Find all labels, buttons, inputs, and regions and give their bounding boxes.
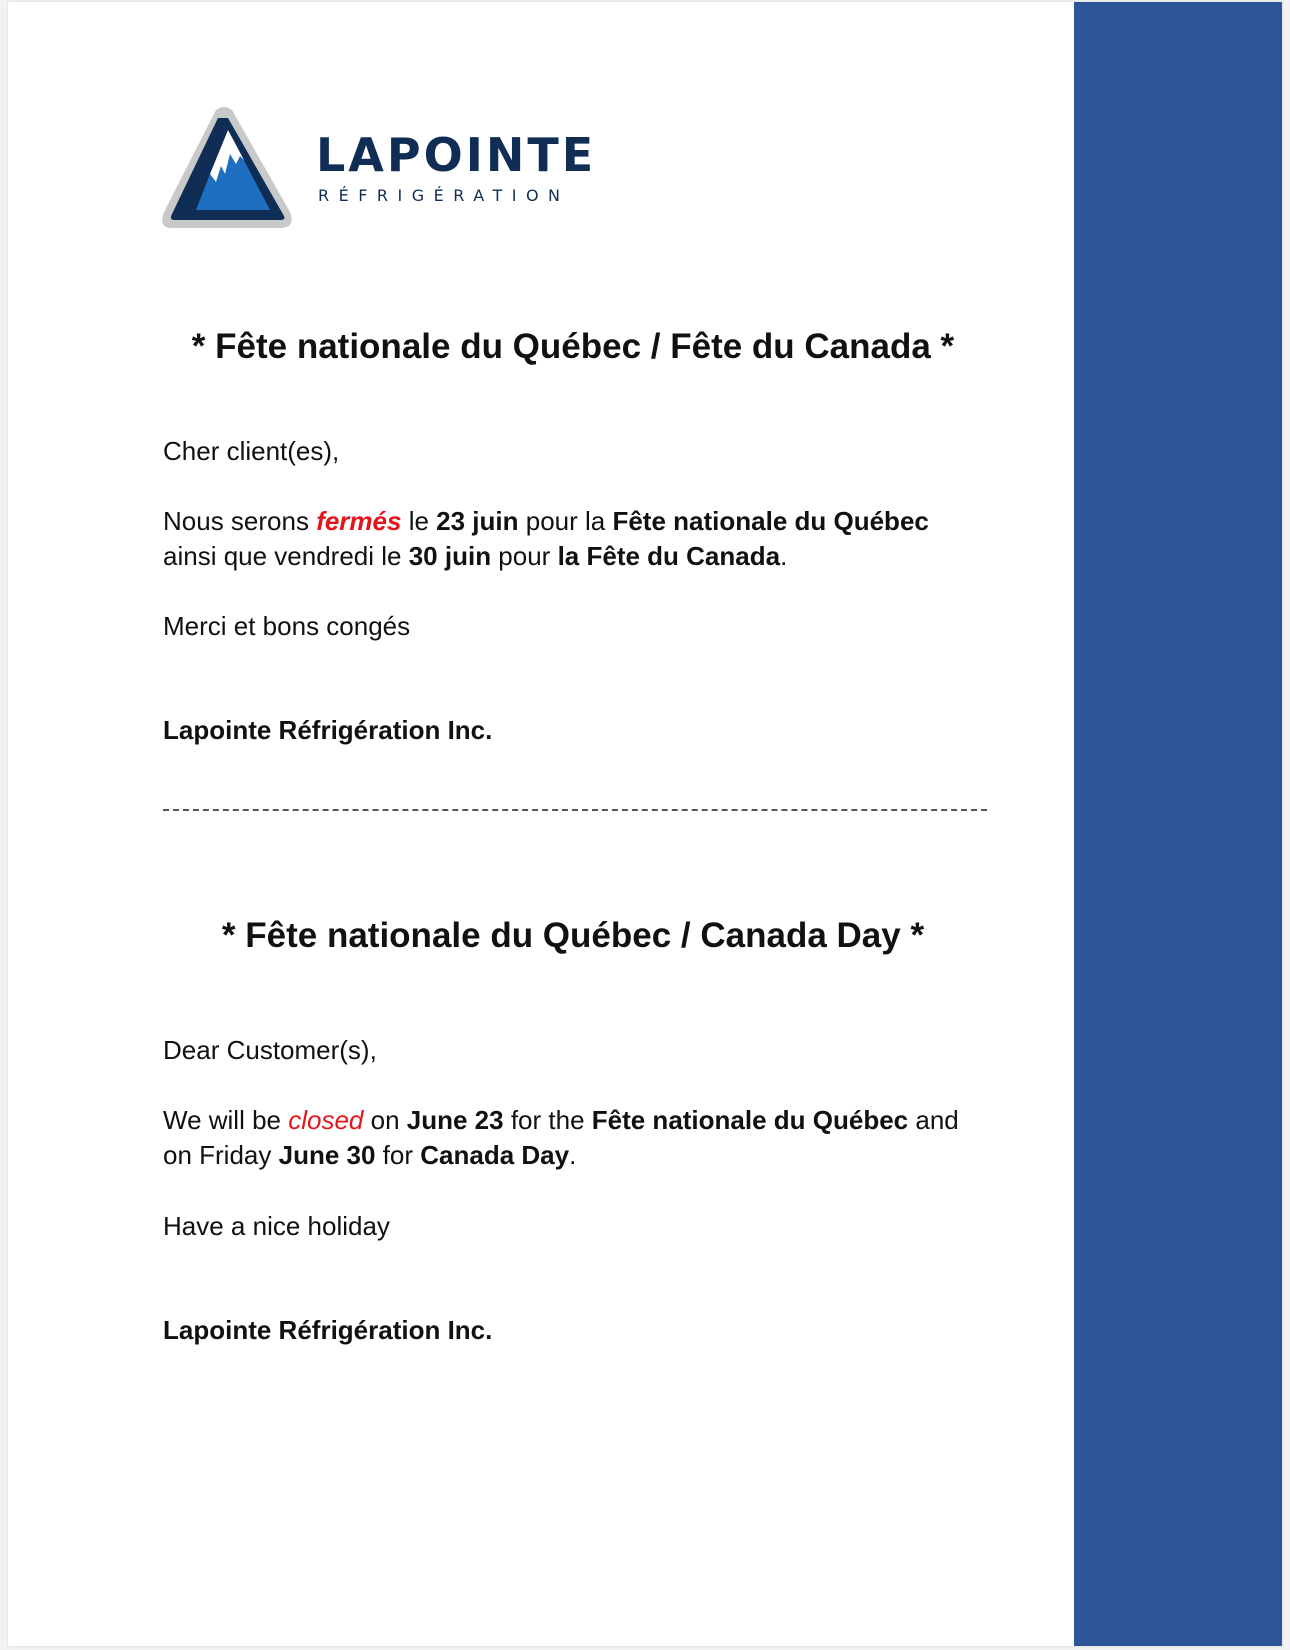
text-segment: . [780, 541, 788, 571]
holiday-first: Fête nationale du Québec [591, 1105, 909, 1135]
document-page [8, 2, 1282, 1646]
holiday-first: Fête nationale du Québec [612, 506, 929, 536]
english-signature: Lapointe Réfrigération Inc. [163, 1315, 493, 1345]
closed-word: closed [288, 1105, 364, 1135]
date-second: 30 juin [408, 541, 492, 571]
side-color-band [1074, 2, 1282, 1646]
french-heading: * Fête nationale du Québec / Fête du Canada * [191, 327, 955, 366]
text-segment: for the [503, 1105, 592, 1135]
text-segment: . [569, 1140, 577, 1170]
text-segment: We will be [163, 1105, 289, 1135]
french-closing: Merci et bons congés [163, 611, 411, 641]
french-signature: Lapointe Réfrigération Inc. [163, 715, 493, 745]
english-greeting: Dear Customer(s), [163, 1035, 377, 1065]
holiday-second: la Fête du Canada [557, 541, 781, 571]
english-closing: Have a nice holiday [163, 1211, 390, 1241]
date-first: 23 juin [436, 506, 519, 536]
english-message [163, 1103, 983, 1173]
text-segment: for [375, 1140, 421, 1170]
closed-word: fermés [316, 506, 402, 536]
text-segment: on [363, 1105, 407, 1135]
text-segment: Nous serons [163, 506, 317, 536]
french-greeting: Cher client(es), [163, 436, 340, 466]
date-second: June 30 [278, 1140, 376, 1170]
logo-subtitle: RÉFRIGÉRATION [318, 186, 570, 205]
text-segment: pour [491, 541, 558, 571]
holiday-second: Canada Day [420, 1140, 570, 1170]
english-heading: * Fête nationale du Québec / Canada Day * [221, 916, 925, 955]
text-segment: le [401, 506, 437, 536]
english-notice [163, 2, 983, 1362]
text-segment: and on Friday [163, 1105, 959, 1170]
text-segment: pour la [518, 506, 613, 536]
logo-name: LAPOINTE [316, 128, 597, 182]
text-segment: ainsi que vendredi le [163, 541, 409, 571]
date-first: June 23 [406, 1105, 504, 1135]
